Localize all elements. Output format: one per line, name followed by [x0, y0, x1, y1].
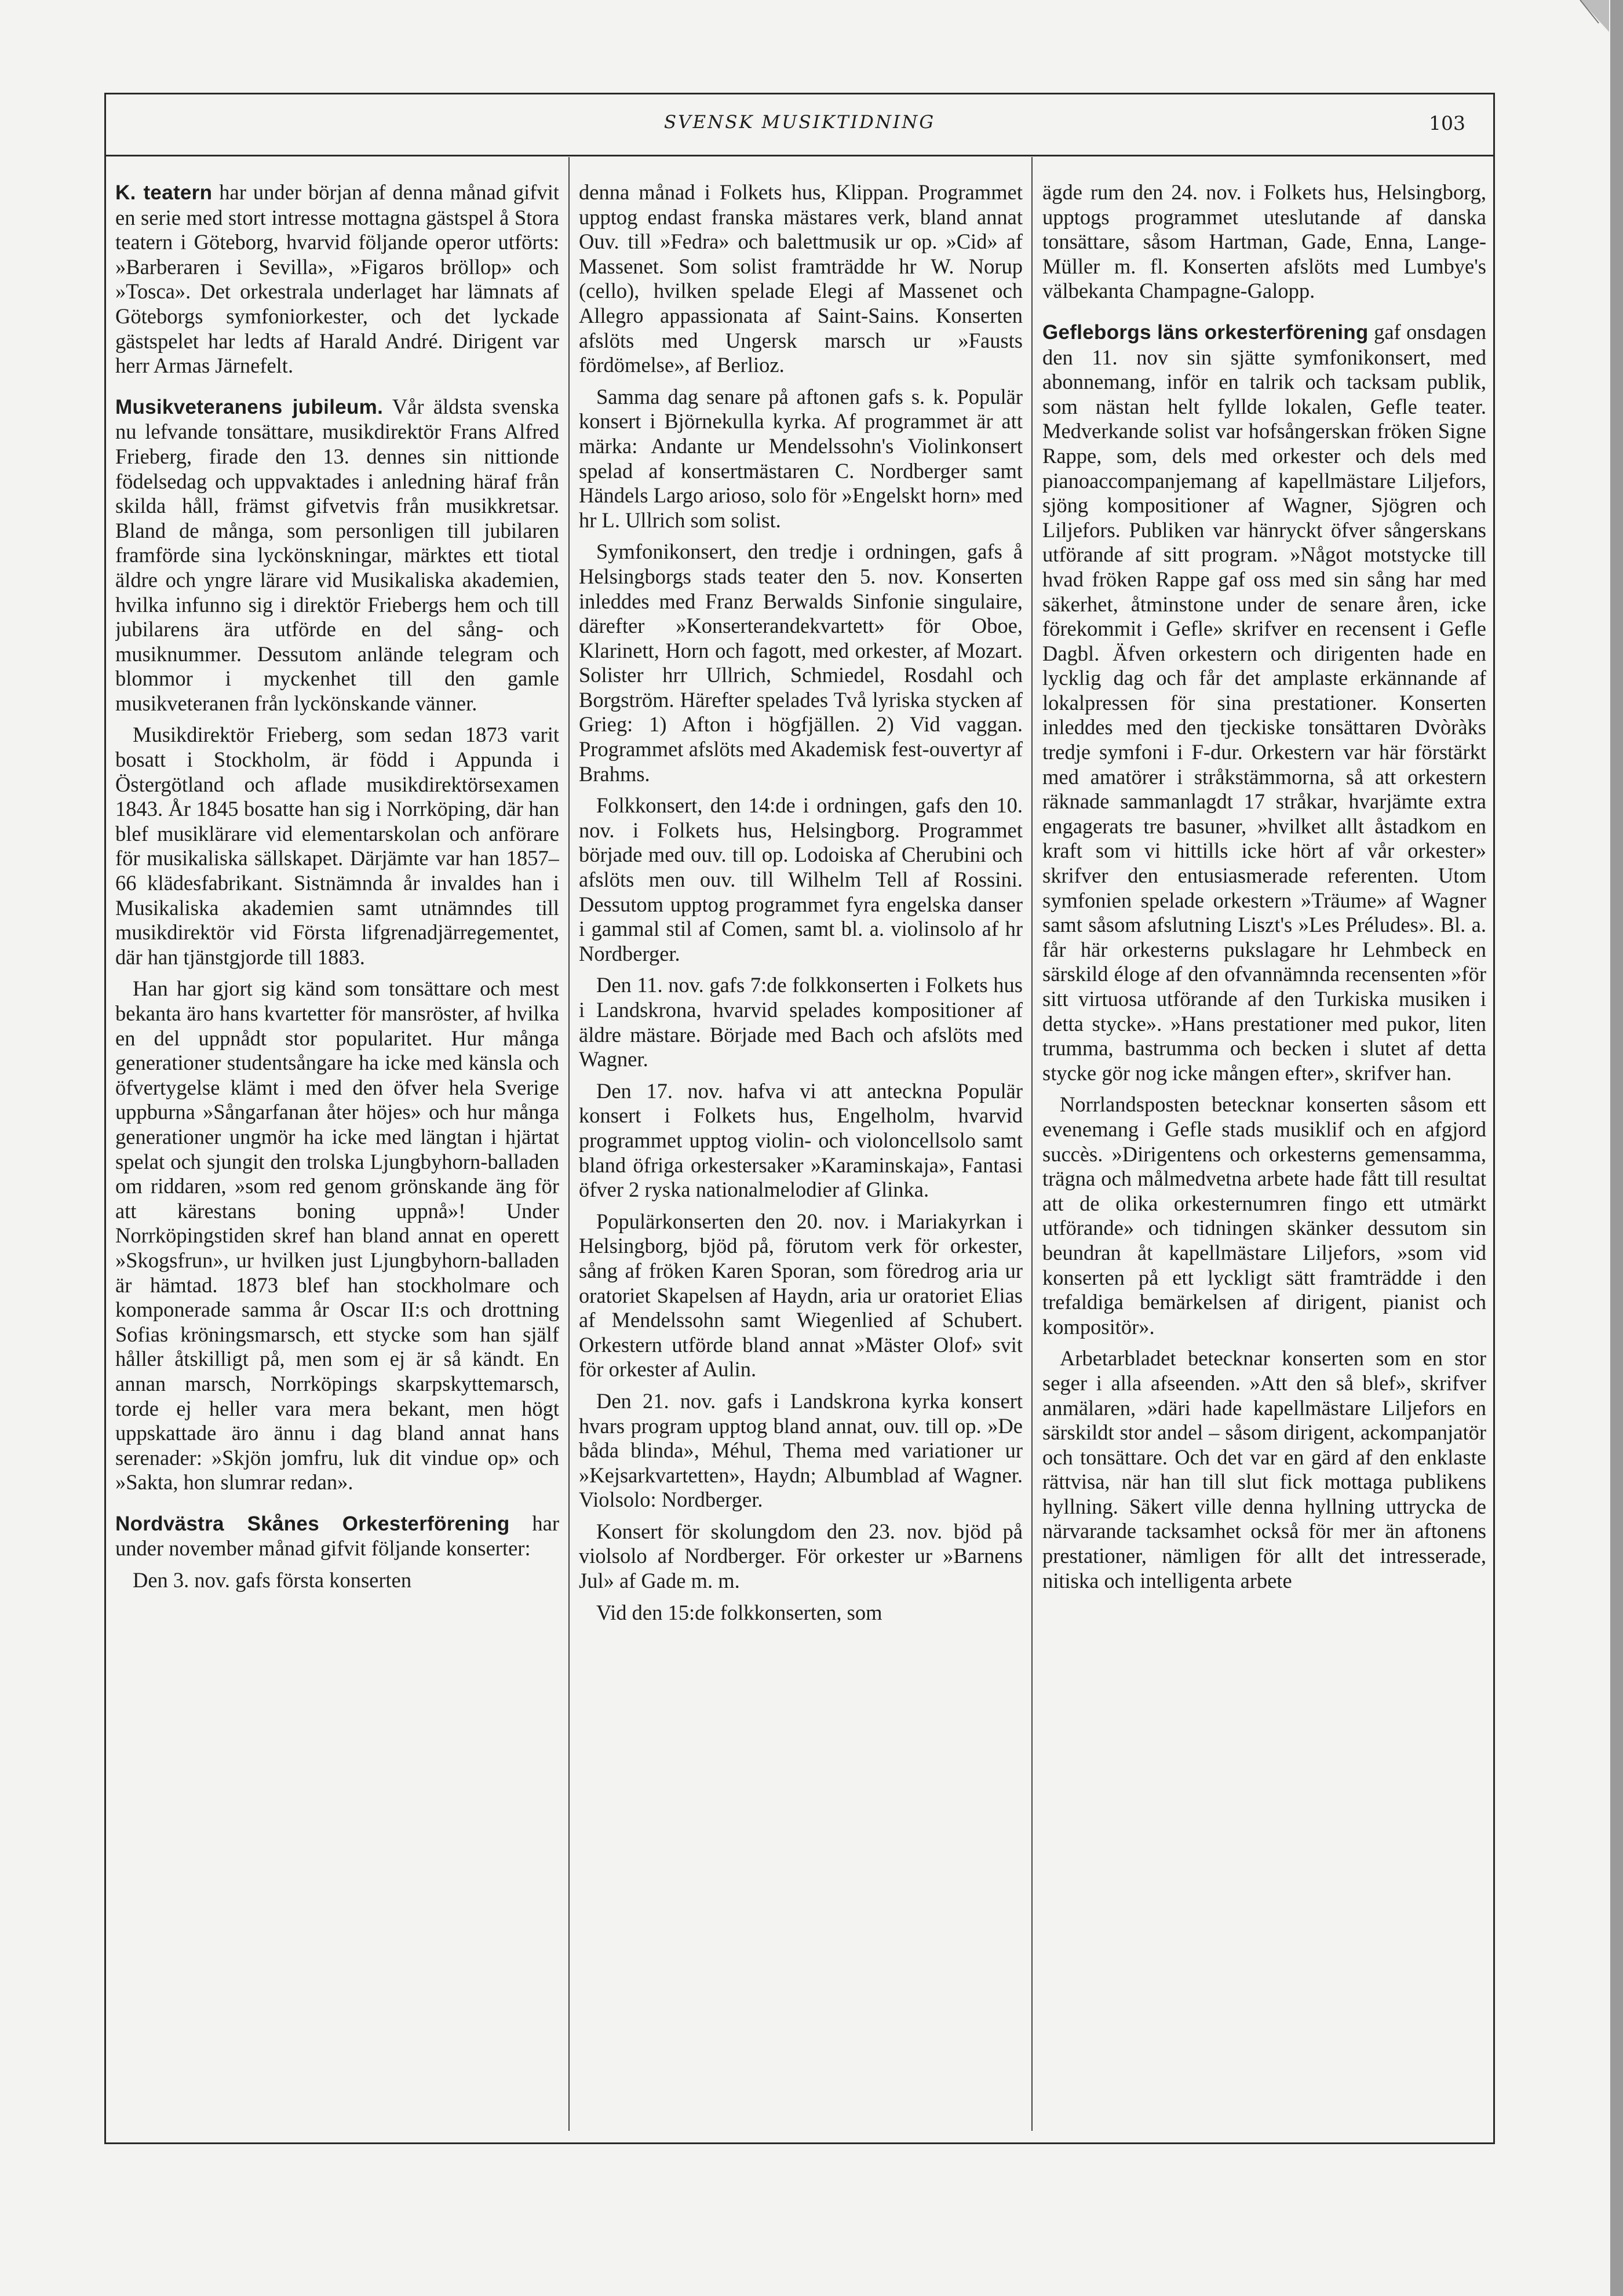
body-nordvastra-skanes: har under november månad gifvit följande konserter:: [115, 1511, 559, 1561]
column-divider-1: [568, 157, 570, 2131]
paragraph-frieberg-works: Han har gjort sig känd som tonsättare och mest bekanta äro hans kvartetter för mansröster, af hvilka en del uppnådt stor popularitet. Hur många generationer studentsångare ha icke med känsla och öfvertygelse klämt i med den öfver hela Sverige uppburna »Sångarfanan åter höjes» och hur många generationer ungmör ha icke med längtan i hjärtat spelat och sjungit den trolska Ljungbyhorn-balladen om riddaren, »som red genom grönskande äng för att kärestans boning uppnå»! Under Norrköpingstiden skref han bland annat en operett »Skogsfrun», ur hvilken just Ljungbyhorn-balladen är hämtad. 1873 blef han stockholmare och komponerade samma år Oscar II:s och drottning Sofias kröningsmarsch, ett stycke som han själf håller åtskilligt på, men som ej är så kändt. En annan marsch, Norrköpings skarpskyttemarsch, torde ej heller vara mera bekant, men högt uppskattade äro ännu i dag bland annat hans serenader: »Skjön jomfru, luk dit vindue op» och »Sakta, hon slumrar redan».: [115, 976, 559, 1495]
paragraph-skolungdom-concert: Konsert för skolungdom den 23. nov. bjöd på violsolo af Nordberger. För orkester ur »Barnens Jul» af Gade m. m.: [579, 1519, 1023, 1593]
heading-musikveteranens-jubileum: Musikveteranens jubileum.: [115, 395, 384, 418]
body-k-teatern: har under början af denna månad gifvit en serie med stort intresse mottagna gästspel å Stora teatern i Göteborg, hvarvid följande operor utförts: »Barberaren i Sevilla», »Figaros bröllop» och »Tosca». Det orkestrala underlaget har lämnats af Göteborgs symfoniorkester, och det lyckade gästspelet har ledts af Harald André. Dirigent var herr Armas Järnefelt.: [115, 180, 559, 378]
page-corner-curl: [1557, 0, 1609, 35]
paragraph-frieberg-biography: Musikdirektör Frieberg, som sedan 1873 varit bosatt i Stockholm, är född i Appunda i Östergötland och aflade musikdirektörsexamen 1843. År 1845 bosatte han sig i Norrköping, där han blef musiklärare vid elementarskolan och anförare för musikaliska sällskapet. Därjämte var han 1857–66 klädesfabrikant. Sistnämnda år invaldes han i Musikaliska akademien samt utnämndes till musikdirektör vid Första lifgrenadjärregementet, där han tjänstgjorde till 1883.: [115, 723, 559, 969]
paragraph-norrlandsposten: Norrlandsposten betecknar konserten såsom ett evenemang i Gefle stads musiklif och en afgjord succès. »Dirigentens och orkesterns gemensamma, trägna och målmedvetna arbete hade fått till resultat att de olika orkesternumren fingo ett utmärkt utförande» och tidningen skänker dessutom sin beundran åt kapellmästare Liljefors, »som vid konserten på ett lyckligt sätt framträdde i den trefaldiga bemärkelsen af dirigent, pianist och kompositör».: [1042, 1092, 1486, 1339]
article-musikveteranens-jubileum: [115, 395, 559, 716]
page-frame: [104, 93, 1495, 2144]
running-title: SVENSK MUSIKTIDNING: [663, 112, 936, 133]
paragraph-klippan-concert: denna månad i Folkets hus, Klippan. Programmet upptog endast franska mästares verk, bland annat Ouv. till »Fedra» och balettmusik ur op. »Cid» af Massenet. Som solist framträdde hr W. Norup (cello), hvilken spelade Elegi af Massenet och Allegro appassionata af Saint-Sains. Konserten afslöts med Ungersk marsch ur »Fausts fördömelse», af Berlioz.: [579, 180, 1023, 377]
column-divider-2: [1031, 157, 1033, 2131]
paragraph-symfonikonsert: Symfonikonsert, den tredje i ordningen, gafs å Helsingborgs stads teater den 5. nov. Konserten inleddes med Franz Berwalds Sinfonie singulaire, därefter »Konserterandekvartett» för Oboe, Klarinett, Horn och fagott, med orkester, af Mozart. Solister hrr Ullrich, Schmiedel, Rosdahl och Borgström. Härefter spelades Två lyriska stycken af Grieg: 1) Afton i högfjällen. 2) Vid vaggan. Programmet afslöts med Akademisk fest-ouvertyr af Brahms.: [579, 540, 1023, 786]
article-nordvastra-skanes: [115, 1511, 559, 1561]
body-gefleborgs-orkesterforening: gaf onsdagen den 11. nov sin sjätte symfonikonsert, med abonnemang, inför en talrik och tacksam publik, som nästan helt fyllde lokalen, Gefle teater. Medverkande solist var hofsångerskan fröken Signe Rappe, som, dels med orkester och dels med pianoaccompanjemang af kapellmästare Liljefors, sjöng kompositioner af Wagner, Sjögren och Liljefors. Publiken var hänryckt öfver sångerskans utförande af sitt program. »Något motstycke till hvad fröken Rappe gaf oss med sin sång har med säkerhet, åtminstone under de senare åren, icke förekommit i Gefle» skrifver en recensent i Gefle Dagbl. Äfven orkestern och dirigenten hade en lycklig dag och får det amplaste erkännande af lokalpressen för sina prestationer. Konserten inleddes med den tjeckiske tonsättaren Dvòràks tredje symfoni i F-dur. Orkestern var här förstärkt med amatörer i stråkstämmorna, så att orkestern räknade sammanlagdt 17 stråkar, hvarjämte extra engagerats tre basuner, »hvilket allt åstadkom en kraft som vi hittills icke hört af vår orkester» skrifver den entusiasmerade referenten. Utom symfonien spelade orkestern »Träume» af Wagner samt såsom afslutning Liszt's »Les Préludes». Bl. a. får här orkesterns pukslagare hr Lehmbeck en särskild éloge af den ofvannämnda recensenten »för sitt virtuosa utförande af den Turkiska musiken i detta stycke». »Hans prestationer med pukor, liten trumma, bastrumma och becken i slutet af detta stycke gör nog icke mången efter», skrifver han.: [1042, 319, 1486, 1085]
paragraph-nov-3-concert: Den 3. nov. gafs första konserten: [133, 1568, 412, 1592]
paragraph-nov-17-engelholm: Den 17. nov. hafva vi att anteckna Populär konsert i Folkets hus, Engelholm, hvarvid programmet upptog violin- och violoncellsolo samt bland öfriga orkestersaker »Karaminskaja», Fantasi öfver 2 ryska nationalmelodier af Glinka.: [579, 1078, 1023, 1202]
page-header: [106, 94, 1493, 156]
paragraph-folkkonsert-15: Vid den 15:de folkkonserten, som: [596, 1600, 882, 1624]
heading-k-teatern: K. teatern: [115, 181, 213, 204]
paragraph-danish-composers: ägde rum den 24. nov. i Folkets hus, Helsingborg, upptogs programmet uteslutande af danska tonsättare, såsom Hartman, Gade, Enna, Lange-Müller m. fl. Konserten afslöts med Lumbye's välbekanta Champagne-Galopp.: [1042, 180, 1486, 303]
body-musikveteranens-jubileum: Vår äldsta svenska nu lefvande tonsättare, musikdirektör Frans Alfred Frieberg, firade den 13. dennes sin nittionde födelsedag och uppvaktades i anledning häraf från skilda håll, främst gifvetvis från musikkretsar. Bland de många, som personligen till jubilaren framförde sina lyckönskningar, märktes ett tiotal äldre och yngre lärare vid Musikaliska akademien, hvilka infunno sig i direktör Friebergs hem och till jubilarens ära utförde en del sång- och musiknummer. Dessutom anlände telegram och blommor i myckenhet till den gamle musikveteranen från lyckönskande vänner.: [115, 394, 559, 715]
page-edge-shadow: [1610, 0, 1623, 2296]
article-k-teatern: [115, 180, 559, 378]
column-2: [579, 180, 1023, 2122]
article-gefleborgs-orkesterforening: [1042, 320, 1486, 1085]
page-number: 103: [1429, 112, 1465, 134]
heading-nordvastra-skanes: Nordvästra Skånes Orkesterförening: [115, 1512, 510, 1535]
column-3: [1042, 180, 1486, 2122]
column-1: [115, 180, 559, 2122]
paragraph-arbetarbladet: Arbetarbladet betecknar konserten som en stor seger i alla afseenden. »Att den så blef», skrifver anmälaren, »däri hade kapellmästare Liljefors en särskildt stor andel – såsom dirigent, ackompanjatör och tonsättare. Och det var en gärd af den enklaste rättvisa, när han till slut fick mottaga publikens hyllning. Säkert ville denna hyllning uttrycka de närvarande tacksamhet också för mer än aftonens prestationer, nämligen för allt det intresserade, nitiska och intelligenta arbete: [1042, 1346, 1486, 1592]
paragraph-nov-20-mariakyrkan: Populärkonserten den 20. nov. i Mariakyrkan i Helsingborg, bjöd på, förutom verk för orkester, sång af fröken Karen Sporan, som föredrog aria ur oratoriet Skapelsen af Haydn, aria ur oratoriet Elias af Mendelssohn samt Wiegenlied af Schubert. Orkestern utförde bland annat »Mäster Olof» svit för orkester af Aulin.: [579, 1209, 1023, 1382]
paragraph-nov-21-landskrona: Den 21. nov. gafs i Landskrona kyrka konsert hvars program upptog bland annat, ouv. till op. »De båda blinda», Méhul, Thema med variationer ur »Kejsarkvartetten», Haydn; Albumblad af Wagner. Violsolo: Nordberger.: [579, 1388, 1023, 1512]
paragraph-nov-11-landskrona: Den 11. nov. gafs 7:de folkkonserten i Folkets hus i Landskrona, hvarvid spelades kompositioner af äldre mästare. Började med Bach och afslöts med Wagner.: [579, 973, 1023, 1072]
paragraph-folkkonsert-14: Folkkonsert, den 14:de i ordningen, gafs den 10. nov. i Folkets hus, Helsingborg. Programmet började med ouv. till op. Lodoiska af Cherubini och afslöts men ouv. till Wilhelm Tell af Rossini. Dessutom upptog programmet fyra engelska danser i gammal stil af Comen, samt bl. a. violinsolo af hr Nordberger.: [579, 793, 1023, 965]
heading-gefleborgs-orkesterforening: Gefleborgs läns orkesterförening: [1042, 320, 1369, 344]
paragraph-bjornekulla-concert: Samma dag senare på aftonen gafs s. k. Populär konsert i Björnekulla kyrka. Af programmet är att märka: Andante ur Mendelssohn's Violinkonsert spelad af konsertmästaren C. Nordberger samt Händels Largo arioso, solo för »Engelskt horn» med hr L. Ullrich som solist.: [579, 384, 1023, 532]
